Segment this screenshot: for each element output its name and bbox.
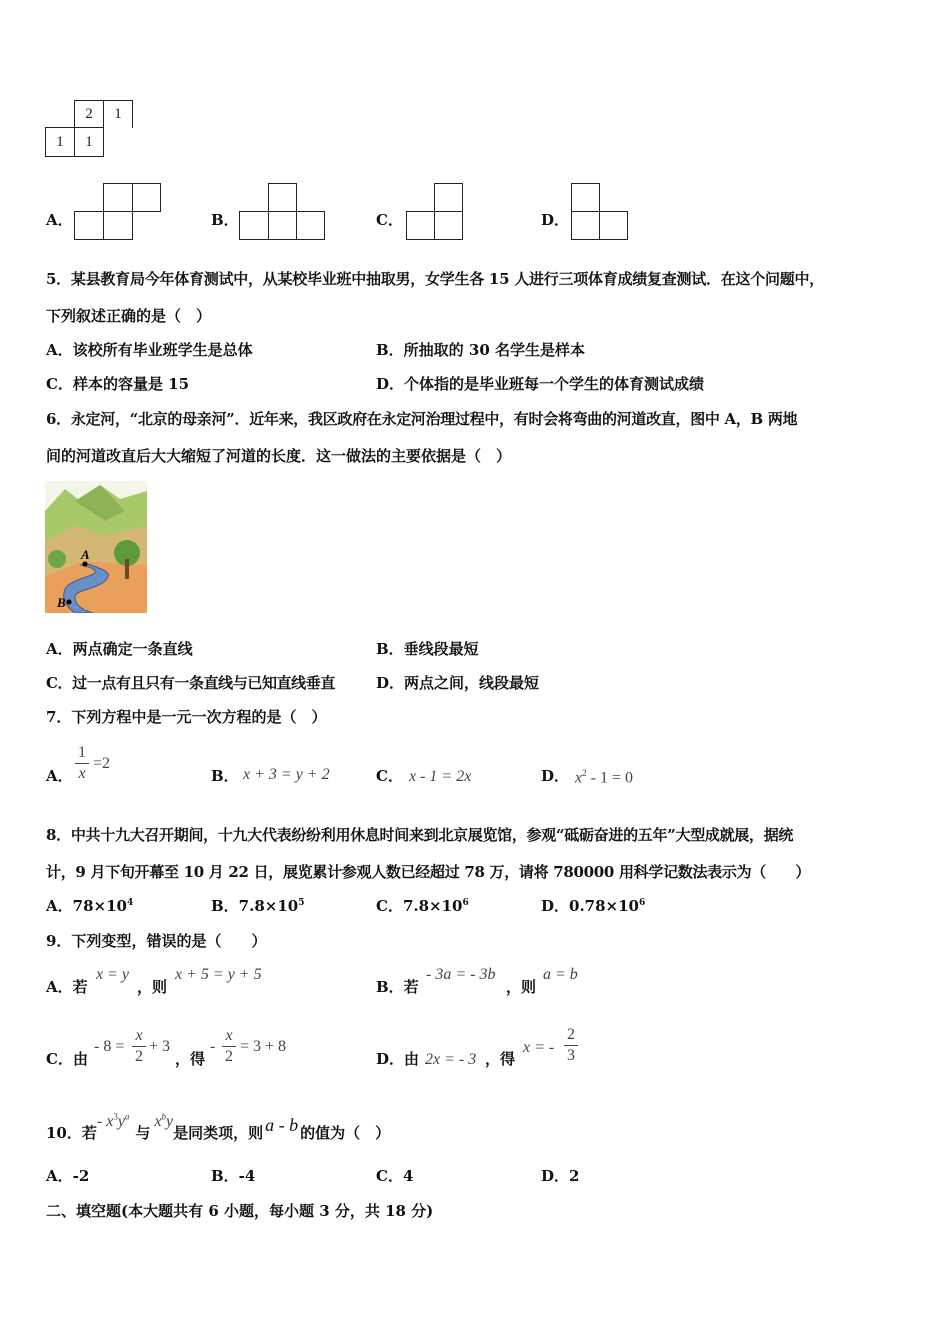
grid-cell: 1 <box>74 127 104 157</box>
q7-option-c-label: C． <box>376 767 403 785</box>
q9-option-c-m2-fraction: x 2 <box>222 1028 236 1065</box>
q6-option-a: A．两点确定一条直线 <box>46 640 193 658</box>
q10-option-a: A．-2 <box>46 1167 90 1185</box>
q8-option-a: A．$78\times 10^4$ <box>46 897 134 915</box>
q7-option-b-label: B． <box>211 767 239 785</box>
q7-option-b-math: x + 3 = y + 2 <box>243 766 330 783</box>
q7-option-a-label: A． <box>46 767 73 785</box>
q10-stem: 10．若- $x^3y^a$与$x^by$是同类项，则 a - b 的值为（ ） <box>46 1111 391 1142</box>
q7-option-d-math: $x^2 - 1 = 0$ <box>575 768 633 787</box>
q7-option-a-rest: =2 <box>93 755 111 772</box>
q8-option-b: B．$7.8\times 10^5$ <box>211 897 305 915</box>
q9-option-d-m1: 2x = - 3 <box>425 1051 477 1068</box>
q9-option-b-label: B．若 <box>376 978 419 996</box>
q9-option-d-label: D．由 <box>376 1050 420 1068</box>
q9-option-c-m1-fraction: x 2 <box>132 1028 146 1065</box>
q8-option-d: D．$0.78\times 10^6$ <box>541 897 646 915</box>
q8-stem-line1: 8．中共十九大召开期间，十九大代表纷纷利用休息时间来到北京展览馆，参观“砥砺奋进的五年”大型成就展，据统 <box>46 826 794 844</box>
q9-option-d-m2-fraction: 2 3 <box>564 1027 578 1064</box>
q9-option-c-mid: ，得 <box>175 1050 206 1068</box>
q5-stem-line1: 5．某县教育局今年体育测试中，从某校毕业班中抽取男，女学生各 15 人进行三项体育成绩复查测试．在这个问题中， <box>46 270 825 288</box>
q5-stem-line2: 下列叙述正确的是（ ） <box>46 307 212 325</box>
grid-cell: 1 <box>103 100 133 128</box>
q5-option-b: B．所抽取的 30 名学生是样本 <box>376 341 585 359</box>
q6-stem-line2: 间的河道改直后大大缩短了河道的长度．这一做法的主要依据是（ ） <box>46 447 512 465</box>
point-b-label: B <box>57 595 66 610</box>
q5-option-d: D．个体指的是毕业班每一个学生的体育测试成绩 <box>376 375 705 393</box>
q7-option-a-fraction <box>75 745 89 782</box>
q9-option-c-m2-pre: - <box>210 1038 216 1055</box>
q7-option-d-label: D． <box>541 767 570 785</box>
q8-option-c: C．$7.8\times 10^6$ <box>376 897 469 915</box>
q9-option-a-label: A．若 <box>46 978 88 996</box>
river-illustration <box>45 481 147 613</box>
q5-option-c: C．样本的容量是 15 <box>46 375 190 393</box>
q9-option-c-m1-post: + 3 <box>149 1038 171 1055</box>
point-a-label: A <box>81 547 90 562</box>
q10-option-d: D．2 <box>541 1167 580 1185</box>
q7-stem: 7．下列方程中是一元一次方程的是（ ） <box>46 708 327 726</box>
q9-option-b-mid: ，则 <box>506 978 537 996</box>
q9-option-a-m1: x = y <box>96 966 129 983</box>
q9-option-c-label: C．由 <box>46 1050 88 1068</box>
q8-stem-line2: 计，9 月下旬开幕至 10 月 22 日，展览累计参观人数已经超过 78 万，请将 780000 用科学记数法表示为（ ） <box>46 863 811 881</box>
q6-stem-line1: 6．永定河，“北京的母亲河”．近年来，我区政府在永定河治理过程中，有时会将弯曲的河道改直，图中 A，B 两地 <box>46 410 798 428</box>
q4-option-b-label: B． <box>211 211 239 229</box>
q6-option-c: C．过一点有且只有一条直线与已知直线垂直 <box>46 674 335 692</box>
q6-option-d: D．两点之间，线段最短 <box>376 674 540 692</box>
q9-option-d-m2-pre: x = - <box>523 1039 555 1056</box>
q10-option-c: C．4 <box>376 1167 414 1185</box>
q10-option-b: B．-4 <box>211 1167 256 1185</box>
q4-option-d-label: D． <box>541 211 570 229</box>
q6-option-b: B．垂线段最短 <box>376 640 479 658</box>
q9-option-a-m2: x + 5 = y + 5 <box>175 966 262 983</box>
grid-cell: 2 <box>74 100 104 128</box>
q9-stem: 9．下列变型，错误的是（ ） <box>46 932 267 950</box>
q9-option-d-mid: ，得 <box>485 1050 516 1068</box>
q9-option-c-m1-pre: - 8 = <box>94 1038 125 1055</box>
q5-option-a: A．该校所有毕业班学生是总体 <box>46 341 253 359</box>
q4-option-a-label: A． <box>46 211 73 229</box>
section-heading: 二、填空题(本大题共有 6 小题，每小题 3 分，共 18 分) <box>46 1202 434 1220</box>
grid-cell: 1 <box>45 127 75 157</box>
q9-option-a-mid: ，则 <box>137 978 168 996</box>
q9-option-c-m2-post: = 3 + 8 <box>240 1038 287 1055</box>
q7-option-c-math: x - 1 = 2x <box>409 768 472 785</box>
q4-option-c-label: C． <box>376 211 403 229</box>
q9-option-b-m1: - 3a = - 3b <box>426 966 496 983</box>
denominator: x <box>78 765 86 782</box>
q9-option-b-m2: a = b <box>543 966 578 983</box>
numerator: 1 <box>78 744 86 761</box>
